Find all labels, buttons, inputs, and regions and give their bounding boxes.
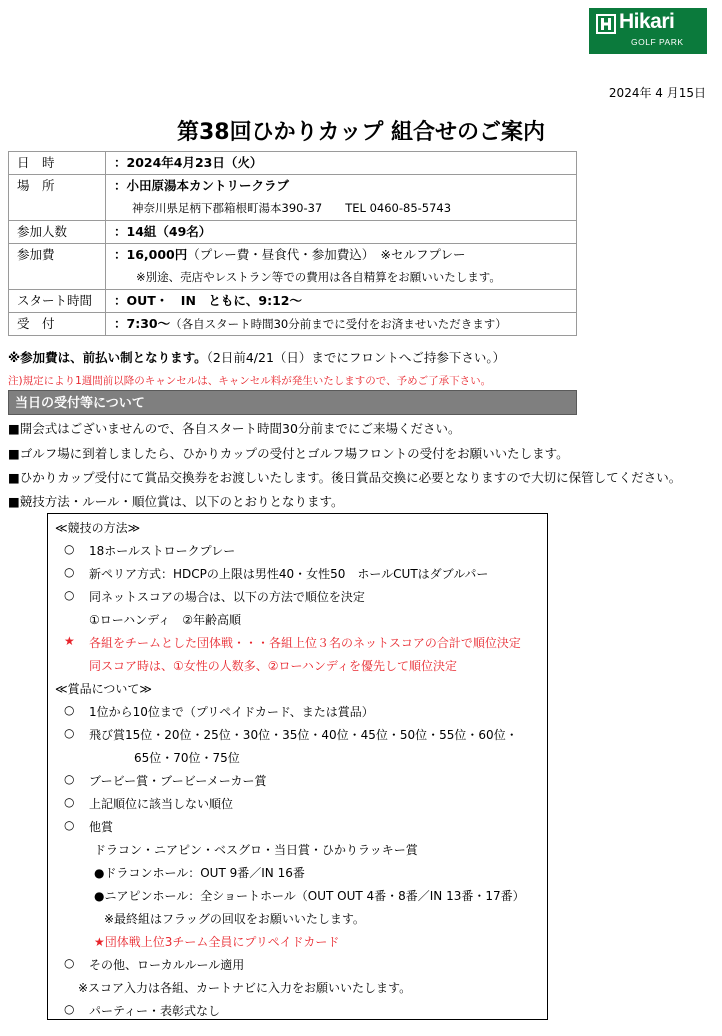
prize-item: 上記順位に該当しない順位: [89, 797, 234, 811]
info-row-fee: [9, 244, 577, 290]
tiebreak-order: ①ローハンディ ②年齢高順: [89, 613, 241, 627]
team-tiebreak: 同スコア時は、①女性の人数多、②ローハンディを優先して順位決定: [89, 659, 457, 673]
team-prize: ★団体戦上位3チーム全員にプリペイドカード: [94, 935, 340, 949]
circle-icon: ○: [64, 588, 75, 602]
prepay-note-bold: ※参加費は、前払い制となります。: [8, 350, 207, 365]
start-value: ：OUT・ IN ともに、9:12～: [114, 293, 303, 308]
participants-label: 参加人数: [17, 224, 68, 239]
info-row-date: [9, 152, 577, 175]
bullet-arrival: ■ゴルフ場に到着しましたら、ひかりカップの受付とゴルフ場フロントの受付をお願いいたします。: [8, 446, 569, 461]
prize-item: 他賞: [89, 820, 114, 834]
bullet-rules: ■競技方法・ルール・順位賞は、以下のとおりとなります。: [8, 494, 344, 509]
circle-icon: ○: [64, 772, 75, 786]
dracon-holes: ●ドラコンホール：OUT 9番／IN 16番: [94, 866, 305, 880]
info-row-participants: [9, 221, 577, 244]
circle-icon: ○: [64, 795, 75, 809]
star-icon: ★: [64, 634, 75, 648]
fee-amount: ：16,000円: [114, 247, 188, 262]
prize-item: 1位から10位まで（プリペイドカード、または賞品）: [89, 705, 374, 719]
circle-icon: ○: [64, 542, 75, 556]
h-mark-icon: [595, 13, 617, 35]
method-item: 新ペリア方式：HDCPの上限は男性40・女性50 ホールCUTはダブルパー: [89, 567, 489, 581]
date-label: 日 時: [17, 155, 55, 170]
fee-label: 参加費: [17, 247, 55, 262]
place-value: ：小田原湯本カントリークラブ: [114, 178, 290, 193]
info-row-start: [9, 290, 577, 313]
hikari-golf-park-logo: [589, 8, 707, 54]
method-header: ≪競技の方法≫: [55, 521, 141, 535]
logo-subtitle: GOLF PARK: [631, 37, 684, 47]
rules-box: [47, 513, 548, 1020]
prize-header: ≪賞品について≫: [55, 682, 152, 696]
issue-date: 2024年 4 月15日: [608, 86, 706, 100]
bullet-opening: ■開会式はございませんので、各自スタート時間30分前までにご来場ください。: [8, 421, 461, 436]
reception-time: ：7:30～: [114, 316, 171, 331]
nearpin-holes: ●ニアピンホール：全ショートホール（OUT OUT 4番・8番／IN 13番・17番）: [94, 889, 525, 903]
event-info-table: [8, 151, 577, 336]
local-rule: その他、ローカルルール適用: [89, 958, 245, 972]
info-row-place: [9, 175, 577, 221]
cancel-note: 注)規定により1週間前以降のキャンセルは、キャンセル料が発生いたしますので、予めご了承下さい。: [8, 375, 492, 387]
method-item: 18ホールストロークプレー: [89, 544, 236, 558]
logo-name: Hikari: [619, 10, 675, 33]
last-group-note: ※最終組はフラッグの回収をお願いいたします。: [104, 912, 365, 926]
fee-details: （プレー費・昼食代・参加費込） ※セルフプレー: [187, 247, 466, 262]
reception-note: （各自スタート時間30分前までに受付をお済ませいただきます）: [170, 317, 507, 331]
team-competition: 各組をチームとした団体戦・・・各組上位３名のネットスコアの合計で順位決定: [89, 636, 521, 650]
circle-icon: ○: [64, 818, 75, 832]
other-awards: ドラコン・ニアピン・ベスグロ・当日賞・ひかりラッキー賞: [94, 843, 418, 857]
info-row-reception: [9, 313, 577, 336]
party-note: パーティー・表彰式なし: [89, 1004, 221, 1018]
circle-icon: ○: [64, 956, 75, 970]
circle-icon: ○: [64, 726, 75, 740]
prize-item: ブービー賞・ブービーメーカー賞: [89, 774, 267, 788]
score-input-note: ※スコア入力は各組、カートナビに入力をお願いいたします。: [78, 981, 412, 995]
method-item: 同ネットスコアの場合は、以下の方法で順位を決定: [89, 590, 365, 604]
circle-icon: ○: [64, 1002, 75, 1016]
place-address: 神奈川県足柄下郡箱根町湯本390-37 TEL 0460-85-5743: [132, 201, 452, 215]
fee-note: ※別途、売店やレストラン等での費用は各自精算をお願いいたします。: [136, 270, 501, 284]
prepay-note-rest: （2日前4/21（日）までにフロントへご持参下さい。）: [206, 350, 506, 365]
circle-icon: ○: [64, 565, 75, 579]
date-value: ：2024年4月23日（火）: [114, 155, 263, 170]
prepay-note: [8, 348, 505, 366]
circle-icon: ○: [64, 703, 75, 717]
prize-item: 飛び賞15位・20位・25位・30位・35位・40位・45位・50位・55位・60位・: [89, 728, 518, 742]
prize-item-continued: 65位・70位・75位: [134, 751, 240, 765]
place-label: 場 所: [17, 178, 55, 193]
reception-label: 受 付: [17, 316, 55, 331]
start-label: スタート時間: [17, 293, 93, 308]
participants-value: ：14組（49名）: [114, 224, 212, 239]
page-title: 第38回ひかりカップ 組合せのご案内: [176, 120, 546, 145]
section-header-reception: 当日の受付等について: [8, 390, 577, 415]
bullet-voucher: ■ひかりカップ受付にて賞品交換券をお渡しいたします。後日賞品交換に必要となりますので大切に保管してください。: [8, 470, 682, 485]
